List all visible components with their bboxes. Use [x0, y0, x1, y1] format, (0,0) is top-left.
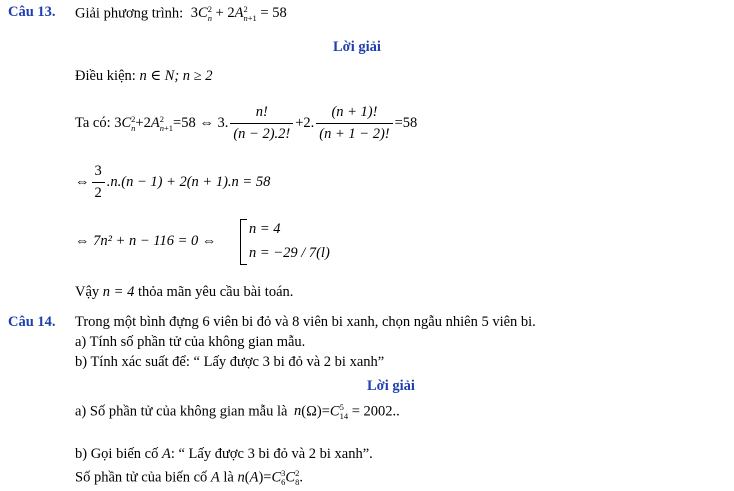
step1-fraction-1: $\frac{n!}{(n - 2).2!}$ — [230, 104, 293, 143]
step2-fraction: $\frac{3}{2}$ — [92, 163, 105, 202]
answer-b-line: b) Gọi biến cố A: “ Lấy được 3 bi đỏ và 2 bi xanh”. — [75, 446, 373, 462]
step2-line: ⇔ $\frac{3}{2}$ .n.(n − 1) + 2(n + 1).n = 58 — [75, 163, 271, 201]
question-14-solution-title: Lời giải — [367, 378, 415, 394]
event-a: A — [161, 446, 171, 462]
condition-label: Điều kiện: — [75, 68, 136, 84]
step2-expression: .n.(n − 1) + 2(n + 1).n = 58 — [106, 174, 271, 190]
answer-a-line: a) Số phần tử của không gian mẫu là n(Ω)=C5 14 = 2002.. — [75, 402, 400, 421]
condition-line — [75, 69, 213, 84]
question-14-prompt: Trong một bình đựng 6 viên bi đỏ và 8 viên bi xanh, chọn ngẫu nhiên 5 viên bi. — [75, 314, 536, 330]
question-14-label: Câu 14. — [8, 314, 56, 330]
conclusion-line: Vậy n = 4 thỏa mãn yêu cầu bài toán. — [75, 284, 294, 300]
question-14-part-a: a) Tính số phần tử của không gian mẫu. — [75, 334, 306, 350]
question-13-solution-title: Lời giải — [333, 39, 381, 55]
step1-fraction-2: $\frac{(n + 1)!}{(n + 1 - 2)!}$ — [316, 104, 392, 143]
conclusion-math: n = 4 — [102, 284, 135, 300]
step3-left: ⇔ 7n² + n − 116 = 0 ⇔ — [75, 233, 217, 249]
question-14-part-b: b) Tính xác suất để: “ Lấy được 3 bi đỏ và 2 bi xanh” — [75, 354, 385, 370]
taco-label: Ta có: — [75, 114, 111, 131]
root-1: n = 4 — [249, 221, 281, 237]
question-13-prompt-text: Giải phương trình: — [75, 5, 184, 22]
answer-a-result: = 2002.. — [351, 403, 400, 420]
question-13-equation: 3C2 n + 2A2 n+1 = 58 — [190, 4, 287, 23]
question-13-prompt — [75, 5, 287, 23]
answer-b2-line: Số phần tử của biến cố A là n(A)=C3 6C2 8. — [75, 468, 303, 487]
root-2: n = −29 / 7(l) — [249, 245, 330, 261]
question-13-label: Câu 13. — [8, 4, 56, 20]
condition-math: n ∈ N; n ≥ 2 — [139, 68, 213, 84]
step1-line: Ta có: 3C2 n+2A2 n+1=58 ⇔ 3. $\frac{n!}{(n - 2).2!}$ +2. $\frac{(n + 1)!}{(n + 1 - 2)!}$ =58 — [75, 104, 418, 142]
system-bracket — [240, 219, 247, 265]
